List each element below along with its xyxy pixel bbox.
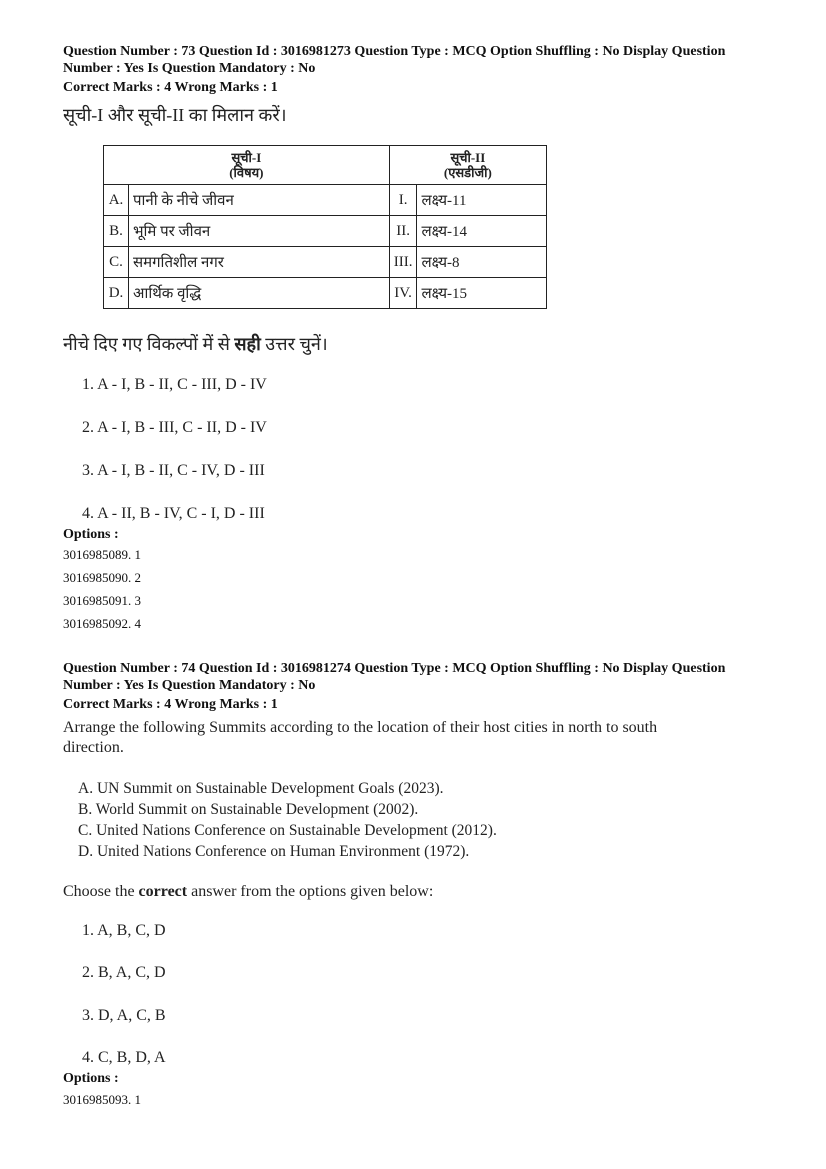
q74-statement-d: D. United Nations Conference on Human Environment (1972). xyxy=(78,843,470,860)
table-row xyxy=(104,185,547,216)
instruction-text: Choose the xyxy=(63,883,139,900)
table-row xyxy=(104,247,547,278)
q73-prompt: सूची-I और सूची-II का मिलान करें। xyxy=(63,105,287,125)
q73-option-id-1: 3016985089. 1 xyxy=(63,547,141,562)
q73-option-id-2: 3016985090. 2 xyxy=(63,570,141,585)
q73-choice-2: 2. A - I, B - III, C - II, D - IV xyxy=(82,419,267,436)
q73-choice-1: 1. A - I, B - II, C - III, D - IV xyxy=(82,376,267,393)
list1-header xyxy=(104,146,390,185)
row-label: A. xyxy=(104,185,129,216)
row-label: I. xyxy=(389,185,417,216)
q73-instruction xyxy=(63,333,328,355)
table-row xyxy=(104,216,547,247)
list1-subtitle: (विषय) xyxy=(229,165,264,180)
q73-options-label: Options : xyxy=(63,527,119,542)
q74-meta-line2: Number : Yes Is Question Mandatory : No xyxy=(63,678,316,693)
q74-choice-2: 2. B, A, C, D xyxy=(82,964,166,981)
row-label: D. xyxy=(104,278,129,309)
q74-prompt-line2: direction. xyxy=(63,739,124,756)
instruction-text: उत्तर चुनें। xyxy=(260,334,328,354)
row-label: IV. xyxy=(389,278,417,309)
list2-header xyxy=(389,146,546,185)
row-goal: लक्ष्य-14 xyxy=(417,216,547,247)
q74-marks: Correct Marks : 4 Wrong Marks : 1 xyxy=(63,697,278,712)
q74-instruction xyxy=(63,882,763,902)
row-label: B. xyxy=(104,216,129,247)
list2-title: सूची-II xyxy=(450,150,486,165)
instruction-text: answer from the options given below: xyxy=(187,883,434,900)
q74-options-label: Options : xyxy=(63,1071,119,1086)
q74-meta-line1: Question Number : 74 Question Id : 3016981274 Question Type : MCQ Option Shuffling : No Display Question xyxy=(63,661,726,676)
q73-match-table xyxy=(103,145,547,309)
table-header-row xyxy=(104,146,547,185)
instruction-bold: सही xyxy=(234,334,261,354)
row-topic: समगतिशील नगर xyxy=(129,247,390,278)
row-goal: लक्ष्य-11 xyxy=(417,185,547,216)
table-row xyxy=(104,278,547,309)
q74-prompt-line1: Arrange the following Summits according to the location of their host cities in north to south xyxy=(63,719,658,736)
q73-marks: Correct Marks : 4 Wrong Marks : 1 xyxy=(63,80,278,95)
q74-statement-a: A. UN Summit on Sustainable Development Goals (2023). xyxy=(78,780,444,797)
q73-choice-3: 3. A - I, B - II, C - IV, D - III xyxy=(82,462,265,479)
row-topic: भूमि पर जीवन xyxy=(129,216,390,247)
q74-option-id-1: 3016985093. 1 xyxy=(63,1092,141,1107)
instruction-text: नीचे दिए गए विकल्पों में से xyxy=(63,334,235,354)
q73-option-id-3: 3016985091. 3 xyxy=(63,593,141,608)
list1-title: सूची-I xyxy=(231,150,262,165)
row-goal: लक्ष्य-8 xyxy=(417,247,547,278)
list2-subtitle: (एसडीजी) xyxy=(443,165,492,180)
row-label: C. xyxy=(104,247,129,278)
q74-statement-c: C. United Nations Conference on Sustainable Development (2012). xyxy=(78,822,497,839)
q73-meta-line2: Number : Yes Is Question Mandatory : No xyxy=(63,61,316,76)
instruction-bold: correct xyxy=(138,883,188,900)
row-topic: आर्थिक वृद्धि xyxy=(129,278,390,309)
q73-option-id-4: 3016985092. 4 xyxy=(63,616,141,631)
q74-choice-3: 3. D, A, C, B xyxy=(82,1007,166,1024)
row-topic: पानी के नीचे जीवन xyxy=(129,185,390,216)
q73-choice-4: 4. A - II, B - IV, C - I, D - III xyxy=(82,505,265,522)
row-label: III. xyxy=(389,247,417,278)
row-label: II. xyxy=(389,216,417,247)
row-goal: लक्ष्य-15 xyxy=(417,278,547,309)
q74-choice-1: 1. A, B, C, D xyxy=(82,922,166,939)
q73-meta-line1: Question Number : 73 Question Id : 3016981273 Question Type : MCQ Option Shuffling : No Display Question xyxy=(63,44,726,59)
q74-statement-b: B. World Summit on Sustainable Development (2002). xyxy=(78,801,419,818)
q74-choice-4: 4. C, B, D, A xyxy=(82,1049,166,1066)
